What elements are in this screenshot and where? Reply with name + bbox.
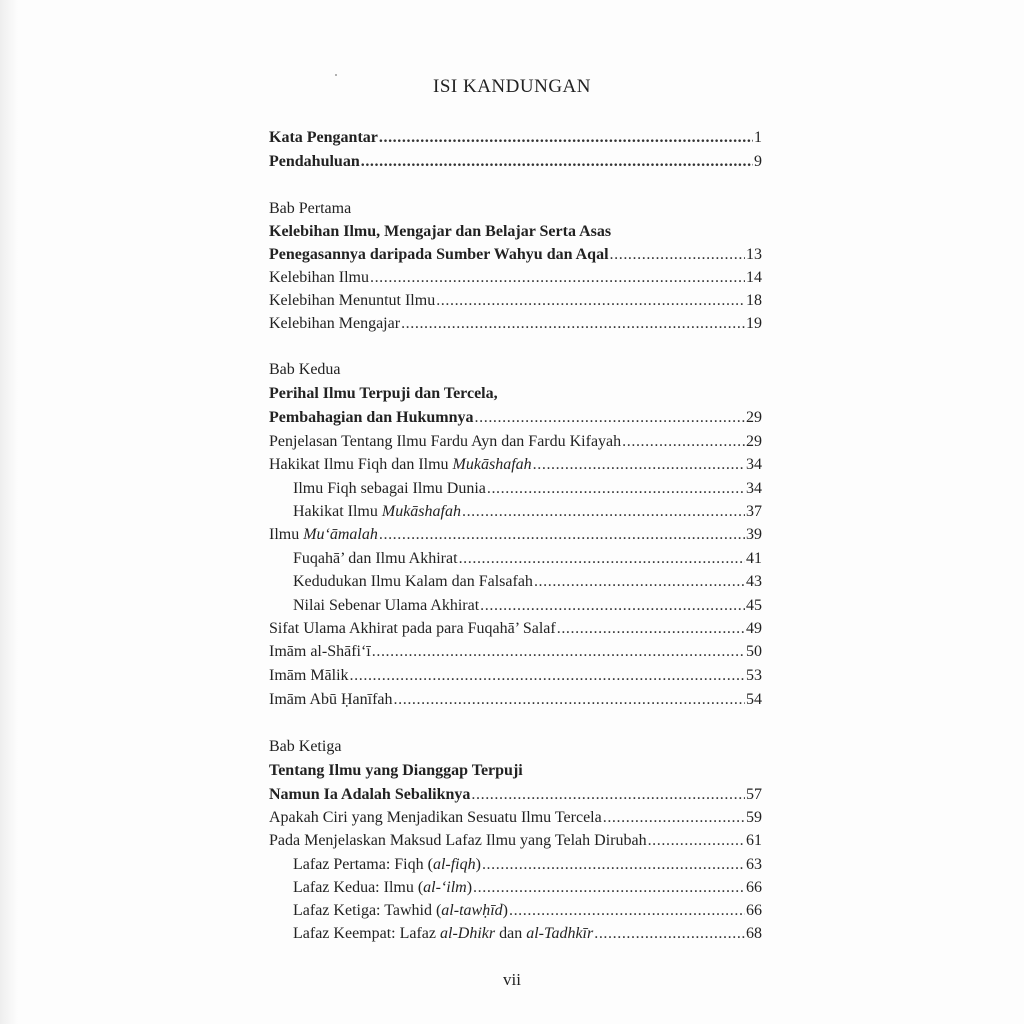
toc-entry-label: Kelebihan Ilmu: [269, 269, 369, 286]
toc-entry-label: [269, 453, 532, 476]
toc-entry-page: 41: [746, 550, 762, 567]
leader-dots: [594, 922, 745, 945]
label-text: Hakikat Ilmu: [293, 503, 382, 520]
leader-dots: [603, 806, 745, 829]
leader-dots: [480, 594, 745, 617]
leader-dots: [459, 547, 745, 570]
toc-entry-label: Kelebihan Menuntut Ilmu: [269, 292, 436, 309]
toc-entry-label: [293, 500, 461, 523]
toc-entry-page: 49: [746, 620, 762, 637]
leader-dots: [471, 783, 745, 806]
label-italic: al-‘ilm: [423, 879, 467, 896]
page-title: ISI KANDUNGAN: [433, 76, 591, 97]
label-italic-2: al-Tadhkīr: [526, 925, 594, 942]
toc-entry-label: Apakah Ciri yang Menjadikan Sesuatu Ilmu Tercela: [269, 809, 602, 826]
toc-entry-page: 14: [746, 269, 762, 286]
toc-entry-chapter-title[interactable]: [269, 406, 762, 429]
toc-entry-page: 54: [746, 691, 762, 708]
label-text: Lafaz Keempat: Lafaz: [293, 925, 441, 942]
label-italic: al-tawḥīd: [441, 902, 503, 919]
toc-entry-page: 39: [746, 526, 762, 543]
toc-entry-label: Imām Abū Ḥanīfah: [269, 691, 393, 708]
label-text-mid: dan: [495, 925, 527, 942]
toc-entry-label: [293, 922, 593, 945]
leader-dots: [509, 899, 745, 922]
chapter-title-line: Perihal Ilmu Terpuji dan Tercela,: [269, 385, 498, 402]
toc-entry-page: 37: [746, 503, 762, 520]
leader-dots: [557, 617, 745, 640]
label-text-end: ): [502, 902, 508, 919]
toc-entry-kata-pengantar[interactable]: [269, 126, 762, 149]
toc-entry-label: [269, 523, 378, 546]
toc-entry-label: [293, 899, 508, 922]
leader-dots: [482, 853, 745, 876]
toc-entry[interactable]: [269, 453, 762, 476]
toc-entry-label: Kata Pengantar: [269, 129, 378, 146]
toc-entry-label: Kedudukan Ilmu Kalam dan Falsafah: [293, 573, 533, 590]
toc-entry[interactable]: [269, 664, 762, 687]
toc-entry-page: 66: [746, 879, 762, 896]
toc-entry-label: Pembahagian dan Hukumnya: [269, 409, 474, 426]
page-number: vii: [503, 970, 521, 989]
label-text: Ilmu: [269, 526, 304, 543]
toc-entry-chapter-title[interactable]: [269, 783, 762, 806]
toc-entry-chapter-title[interactable]: [269, 243, 762, 266]
label-italic: Mukāshafah: [452, 456, 532, 473]
toc-entry-page: 29: [746, 409, 762, 426]
label-text: Lafaz Kedua: Ilmu (: [293, 879, 424, 896]
label-italic: al-Dhikr: [440, 925, 496, 942]
toc-entry[interactable]: [269, 829, 762, 852]
toc-entry[interactable]: [269, 688, 762, 711]
leader-dots: [379, 126, 753, 149]
toc-subentry[interactable]: [293, 899, 762, 922]
toc-entry-pendahuluan[interactable]: [269, 150, 762, 173]
toc-entry[interactable]: [269, 806, 762, 829]
leader-dots: [473, 876, 745, 899]
toc-subentry[interactable]: [293, 876, 762, 899]
label-italic: Mu‘āmalah: [303, 526, 378, 543]
label-text-end: ): [466, 879, 473, 896]
toc-entry-page: 34: [746, 456, 762, 473]
toc-entry-label: Kelebihan Mengajar: [269, 315, 401, 332]
leader-dots: [462, 500, 745, 523]
toc-entry-label: Nilai Sebenar Ulama Akhirat: [293, 597, 480, 614]
toc-entry-page: 19: [746, 315, 762, 332]
label-text: Hakikat Ilmu Fiqh dan Ilmu: [269, 456, 453, 473]
leader-dots: [401, 312, 745, 335]
leader-dots: [436, 289, 745, 312]
toc-entry[interactable]: [269, 617, 762, 640]
leader-dots: [394, 688, 745, 711]
leader-dots: [361, 150, 753, 173]
leader-dots: [350, 664, 745, 687]
toc-entry-page: 9: [754, 153, 762, 170]
toc-entry[interactable]: [269, 640, 762, 663]
toc-entry-page: 59: [746, 809, 762, 826]
toc-entry-label: Fuqahā’ dan Ilmu Akhirat: [293, 550, 458, 567]
toc-entry-label: Penegasannya daripada Sumber Wahyu dan Aqal: [269, 246, 609, 263]
toc-entry-page: 43: [746, 573, 762, 590]
toc-entry-page: 1: [754, 129, 762, 146]
toc-entry-page: 66: [746, 902, 762, 919]
leader-dots: [533, 453, 745, 476]
toc-entry-label: [293, 876, 472, 899]
toc-subentry[interactable]: [293, 570, 762, 593]
toc-entry-label: [293, 853, 481, 876]
toc-entry[interactable]: [269, 266, 762, 289]
chapter-heading: Bab Kedua: [269, 361, 341, 378]
toc-entry[interactable]: [269, 523, 762, 546]
toc-entry[interactable]: [269, 289, 762, 312]
label-italic: al-fiqh: [432, 856, 476, 873]
leader-dots: [622, 430, 745, 453]
toc-entry-label: Penjelasan Tentang Ilmu Fardu Ayn dan Fardu Kifayah: [269, 433, 622, 450]
toc-entry-label: Namun Ia Adalah Sebaliknya: [269, 786, 471, 803]
toc-subentry[interactable]: [293, 594, 762, 617]
chapter-heading: Bab Pertama: [269, 200, 352, 217]
leader-dots: [648, 829, 745, 852]
toc-entry[interactable]: [269, 430, 762, 453]
leader-dots: [372, 640, 745, 663]
toc-entry-page: 45: [746, 597, 762, 614]
toc-entry-page: 68: [746, 925, 762, 942]
label-text-end: ): [475, 856, 481, 873]
chapter-heading: Bab Ketiga: [269, 738, 342, 755]
chapter-title-line: Tentang Ilmu yang Dianggap Terpuji: [269, 762, 523, 779]
toc-entry-label: Ilmu Fiqh sebagai Ilmu Dunia: [293, 480, 486, 497]
toc-entry-page: 18: [746, 292, 762, 309]
toc-subentry[interactable]: [293, 477, 762, 500]
toc-subentry[interactable]: [293, 922, 762, 945]
toc-subentry[interactable]: [293, 500, 762, 523]
label-text: Lafaz Ketiga: Tawhid (: [293, 902, 442, 919]
page-gutter-shadow: [0, 0, 18, 1024]
toc-entry-label: Imām al-Shāfi‘ī: [269, 643, 371, 660]
toc-entry-page: 53: [746, 667, 762, 684]
toc-entry-page: 29: [746, 433, 762, 450]
toc-entry-label: Imām Mālik: [269, 667, 349, 684]
chapter-title-line: Kelebihan Ilmu, Mengajar dan Belajar Serta Asas: [269, 223, 612, 240]
toc-entry-page: 57: [746, 786, 762, 803]
leader-dots: [370, 266, 745, 289]
label-text: Lafaz Pertama: Fiqh (: [293, 856, 433, 873]
leader-dots: [379, 523, 745, 546]
toc-subentry[interactable]: [293, 547, 762, 570]
leader-dots: [475, 406, 745, 429]
label-italic: Mukāshafah: [381, 503, 461, 520]
toc-subentry[interactable]: [293, 853, 762, 876]
toc-entry-label: Pendahuluan: [269, 153, 360, 170]
leader-dots: [610, 243, 745, 266]
toc-entry-page: 63: [746, 856, 762, 873]
leader-dots: [534, 570, 745, 593]
toc-entry-page: 61: [746, 832, 762, 849]
toc-entry-page: 13: [746, 246, 762, 263]
toc-entry-page: 50: [746, 643, 762, 660]
leader-dots: [487, 477, 745, 500]
toc-entry-page: 34: [746, 480, 762, 497]
toc-entry[interactable]: [269, 312, 762, 335]
toc-entry-label: Sifat Ulama Akhirat pada para Fuqahā’ Salaf: [269, 620, 556, 637]
toc-entry-label: Pada Menjelaskan Maksud Lafaz Ilmu yang Telah Dirubah: [269, 832, 647, 849]
